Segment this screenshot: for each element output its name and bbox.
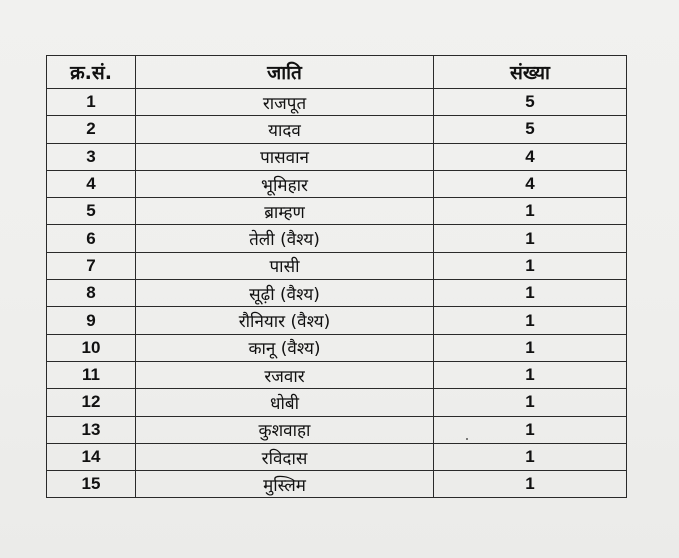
row-caste: भूमिहार xyxy=(136,170,434,197)
row-caste: कुशवाहा xyxy=(136,416,434,443)
table-row xyxy=(47,116,627,143)
row-count: 1 xyxy=(434,252,627,279)
row-serial: 8 xyxy=(47,280,136,307)
row-count: 1 xyxy=(434,416,627,443)
header-caste: जाति xyxy=(136,56,434,89)
header-count: संख्या xyxy=(434,56,627,89)
table-row xyxy=(47,225,627,252)
row-count: 1 xyxy=(434,334,627,361)
row-count: 1 xyxy=(434,198,627,225)
row-caste: रविदास xyxy=(136,443,434,470)
table-row xyxy=(47,280,627,307)
row-serial: 2 xyxy=(47,116,136,143)
row-count: 1 xyxy=(434,471,627,498)
row-serial: 11 xyxy=(47,361,136,388)
row-caste: तेली (वैश्य) xyxy=(136,225,434,252)
row-serial: 6 xyxy=(47,225,136,252)
row-count: 4 xyxy=(434,170,627,197)
table-row xyxy=(47,416,627,443)
header-serial: क्र.सं. xyxy=(47,56,136,89)
row-count: 5 xyxy=(434,89,627,116)
row-count: 1 xyxy=(434,361,627,388)
table-row xyxy=(47,252,627,279)
row-count: 4 xyxy=(434,143,627,170)
table-row xyxy=(47,307,627,334)
row-count: 1 xyxy=(434,280,627,307)
row-caste: रौनियार (वैश्य) xyxy=(136,307,434,334)
table-row xyxy=(47,443,627,470)
row-caste: ब्राम्हण xyxy=(136,198,434,225)
table-row xyxy=(47,89,627,116)
caste-count-table xyxy=(46,55,627,498)
row-count: 1 xyxy=(434,307,627,334)
row-serial: 12 xyxy=(47,389,136,416)
row-serial: 10 xyxy=(47,334,136,361)
row-caste: रजवार xyxy=(136,361,434,388)
row-count: 1 xyxy=(434,225,627,252)
row-serial: 14 xyxy=(47,443,136,470)
row-serial: 5 xyxy=(47,198,136,225)
row-caste: मुस्लिम xyxy=(136,471,434,498)
row-serial: 9 xyxy=(47,307,136,334)
row-caste: सूढ़ी (वैश्य) xyxy=(136,280,434,307)
paper-speck xyxy=(466,438,468,440)
row-serial: 7 xyxy=(47,252,136,279)
row-count: 5 xyxy=(434,116,627,143)
row-serial: 4 xyxy=(47,170,136,197)
row-caste: कानू (वैश्य) xyxy=(136,334,434,361)
table-row xyxy=(47,389,627,416)
table-row xyxy=(47,198,627,225)
table-header-row xyxy=(47,56,627,89)
row-caste: पासी xyxy=(136,252,434,279)
row-serial: 13 xyxy=(47,416,136,443)
row-serial: 3 xyxy=(47,143,136,170)
table-row xyxy=(47,361,627,388)
row-count: 1 xyxy=(434,443,627,470)
table-row xyxy=(47,334,627,361)
table-row xyxy=(47,471,627,498)
row-caste: पासवान xyxy=(136,143,434,170)
table-row xyxy=(47,143,627,170)
row-count: 1 xyxy=(434,389,627,416)
row-caste: धोबी xyxy=(136,389,434,416)
row-caste: यादव xyxy=(136,116,434,143)
row-serial: 1 xyxy=(47,89,136,116)
row-serial: 15 xyxy=(47,471,136,498)
table-row xyxy=(47,170,627,197)
row-caste: राजपूत xyxy=(136,89,434,116)
